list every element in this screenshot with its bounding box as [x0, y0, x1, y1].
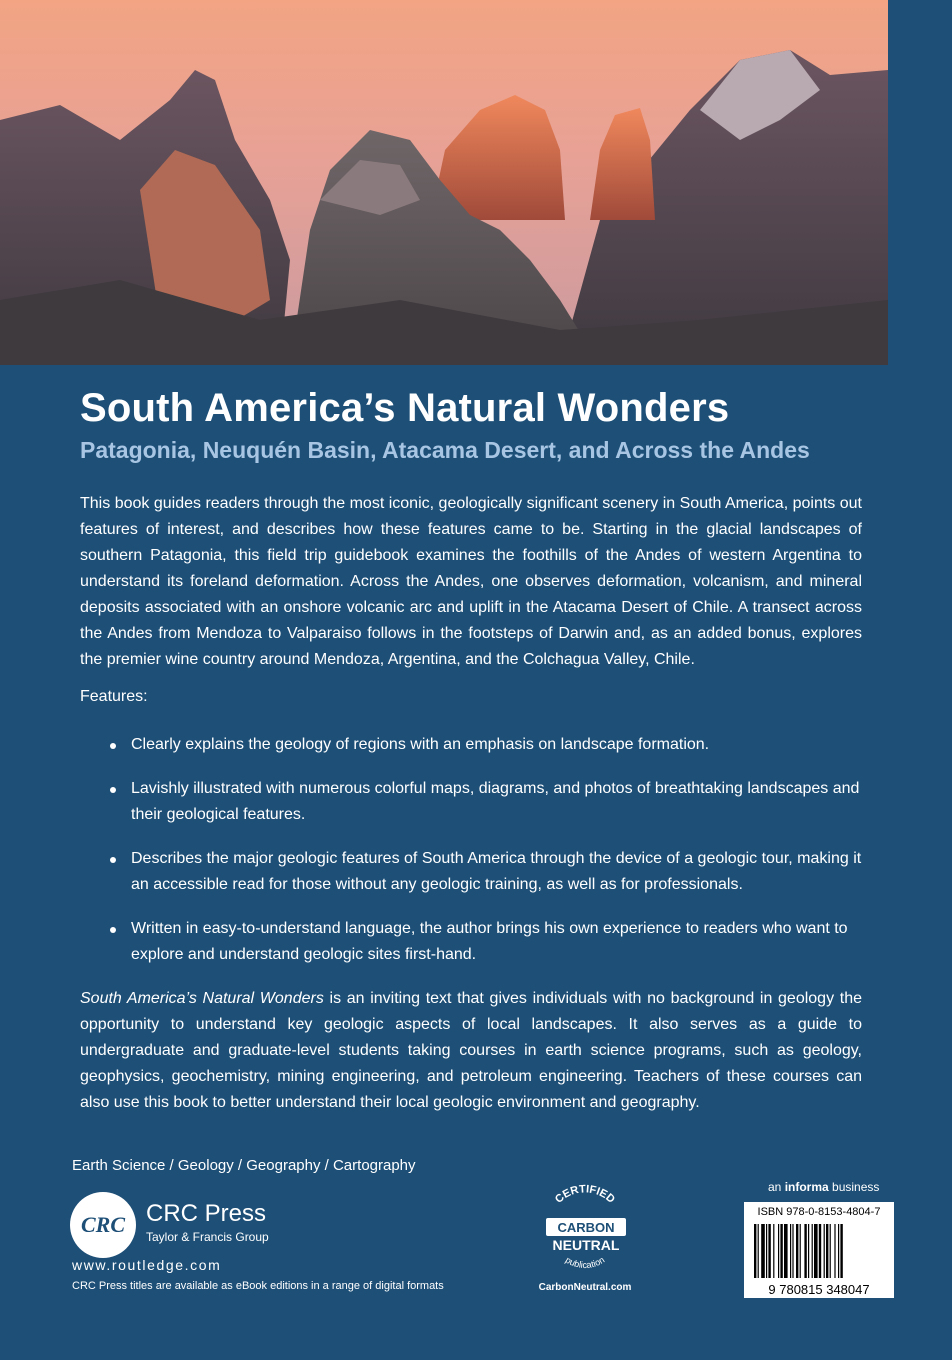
carbon-line1: CARBON [557, 1220, 615, 1235]
barcode-bar [804, 1224, 806, 1278]
carbon-line2: NEUTRAL [552, 1237, 620, 1253]
closing-title-italic: South America’s Natural Wonders [80, 990, 324, 1007]
barcode-bar [826, 1224, 828, 1278]
feature-text: Describes the major geologic features of South America through the device of a geologic tour, making it an accessible read for those without any geologic training, as well as for professionals. [131, 850, 862, 893]
svg-text:CERTIFIED [553, 1183, 617, 1206]
bullet-icon [110, 857, 116, 863]
informa-brand: informa [784, 1180, 829, 1194]
barcode-bar [814, 1224, 818, 1278]
right-edge-strip [888, 0, 952, 365]
barcode-bar [830, 1224, 831, 1278]
informa-tagline [768, 1180, 879, 1194]
bullet-icon [110, 787, 116, 793]
cover-photo [0, 0, 888, 365]
barcode-bar [758, 1224, 759, 1278]
barcode-bar [812, 1224, 813, 1278]
barcode-bar [768, 1224, 770, 1278]
features-label: Features: [80, 688, 148, 705]
publisher-group: Taylor & Francis Group [146, 1230, 269, 1244]
feature-item [80, 732, 870, 758]
isbn-text: ISBN 978-0-8153-4804-7 [757, 1206, 881, 1218]
svg-text:publication [564, 1255, 607, 1270]
barcode-digits: 9 780815 348047 [768, 1282, 870, 1296]
subject-categories: Earth Science / Geology / Geography / Cartography [72, 1157, 416, 1174]
feature-item [80, 916, 870, 968]
barcode-block [744, 1202, 894, 1298]
informa-prefix: an [768, 1180, 785, 1194]
barcode-bar [778, 1224, 779, 1278]
informa-suffix: business [828, 1180, 880, 1194]
closing-text: is an inviting text that gives individuals with no background in geology the opportunity to understand key geologic aspects of local landscapes. It also serves as a guide to undergraduate and graduate-level students taking courses in earth science programs, such as geology, geophysics, geochemistry, mining engineering, and petroleum engineering. Teachers of these courses can also use this book to better understand their local geologic environment and geography. [80, 990, 863, 1111]
feature-text: Written in easy-to-understand language, the author brings his own experience to readers who want to explore and understand geologic sites first-hand. [131, 920, 848, 963]
barcode-bar [780, 1224, 782, 1278]
barcode-bar [800, 1224, 801, 1278]
barcode-icon [748, 1222, 890, 1296]
barcode-bar [834, 1224, 835, 1278]
feature-item [80, 776, 870, 828]
ebook-note: CRC Press titles are available as eBook editions in a range of digital formats [72, 1280, 444, 1292]
carbon-top-text: CERTIFIED [552, 1183, 618, 1206]
feature-item [80, 846, 870, 898]
intro-paragraph: This book guides readers through the most iconic, geologically significant scenery in South America, points out features of interest, and describes how these features came to be. Starting in the glacial landscapes of southern Patagonia, this field trip guidebook examines the foothills of the Andes of western Argentina to understand its foreland deformation. Across the Andes, one observes deformation, volcanism, and mineral deposits associated with an onshore volcanic arc and uplift in the Atacama Desert of Chile. A transect across the Andes from Mendoza to Valparaiso follows in the footsteps of Darwin and, as an added bonus, explores the premier wine country around Mendoza, Argentina, and the Colchagua Valley, Chile. [80, 495, 862, 668]
website-link[interactable]: www.routledge.com [72, 1257, 222, 1273]
closing-paragraph [80, 986, 862, 1116]
book-subtitle: Patagonia, Neuquén Basin, Atacama Desert, and Across the Andes [80, 437, 810, 463]
carbon-bottom-text: publication [563, 1254, 607, 1271]
barcode-bar [784, 1224, 788, 1278]
barcode-bar [761, 1224, 765, 1278]
publisher-name: CRC Press [146, 1200, 267, 1227]
barcode-bar [796, 1224, 798, 1278]
bullet-icon [110, 743, 116, 749]
bullet-icon [110, 927, 116, 933]
barcode-bar [838, 1224, 839, 1278]
features-list [80, 732, 870, 986]
crc-logo-icon [70, 1192, 136, 1258]
barcode-bar [819, 1224, 821, 1278]
book-title: South America’s Natural Wonders [80, 386, 730, 430]
barcode-bar [766, 1224, 767, 1278]
feature-text: Lavishly illustrated with numerous colorful maps, diagrams, and photos of breathtaking landscapes and their geological features. [131, 780, 860, 823]
carbon-neutral-url: CarbonNeutral.com [538, 1282, 632, 1293]
barcode-bar [840, 1224, 842, 1278]
barcode-bar [824, 1224, 825, 1278]
feature-text: Clearly explains the geology of regions with an emphasis on landscape formation. [131, 736, 710, 753]
barcode-bar [754, 1224, 756, 1278]
barcode-bar [790, 1224, 791, 1278]
barcode-bar [808, 1224, 809, 1278]
barcode-bar [792, 1224, 793, 1278]
barcode-bar [773, 1224, 774, 1278]
crc-logo-text: CRC [80, 1212, 126, 1237]
mountain-landscape-image [0, 0, 888, 365]
